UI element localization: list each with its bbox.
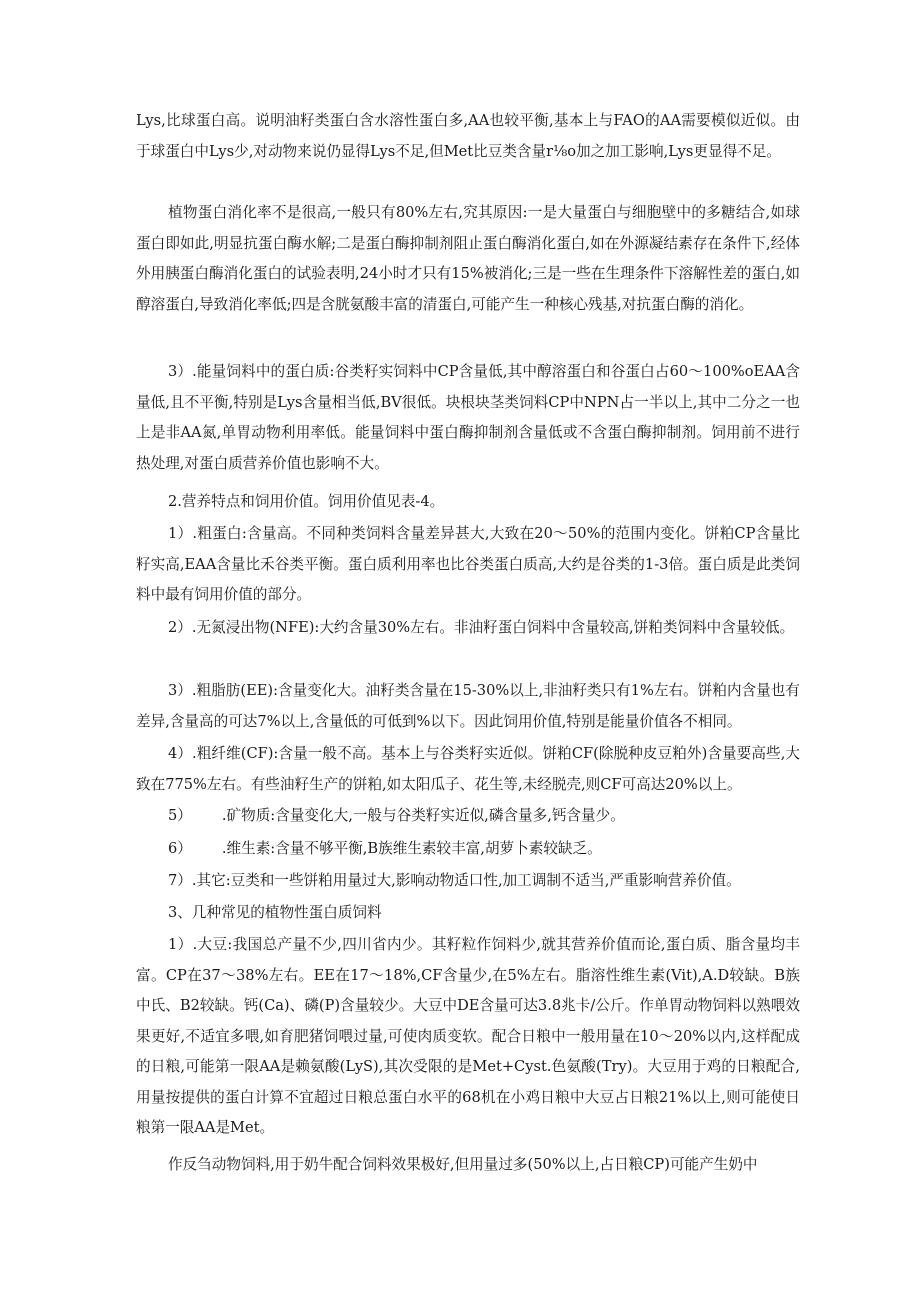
paragraph-oilseed-protein: Lys,比球蛋白高。说明油籽类蛋白含水溶性蛋白多,AA也较平衡,基本上与FAO的AA需要模似近似。由于球蛋白中Lys少,对动物来说仍显得Lys不足,但Met比豆类含量r⅛o加之加工影响,Lys更显得不足。 bbox=[136, 112, 800, 160]
paragraph-plant-protein-digestibility: 植物蛋白消化率不是很高,一般只有80%左右,究其原因:一是大量蛋白与细胞壁中的多糖结合,如球蛋白即如此,明显抗蛋白酶水解;二是蛋白酶抑制剂阻止蛋白酶消化蛋白,如在外源凝结素存在条件下,经体外用胰蛋白酶消化蛋白的试验表明,24小时才只有15%被消化;三是一些在生理条件下溶解性差的蛋白,如醇溶蛋白,导致消化率低;四是含胱氨酸丰富的清蛋白,可能产生一种核心残基,对抗蛋白酶的消化。 bbox=[136, 204, 800, 313]
section-heading-common-feeds: 3、几种常见的植物性蛋白质饲料 bbox=[168, 904, 382, 921]
list-item-crude-fat: 3）.粗脂肪(EE):含量变化大。油籽类含量在15-30%以上,非油籽类只有1%左右。饼粕内含量也有差异,含量高的可达7%以上,含量低的可低到%以下。因此饲用价值,特别是能量价值各不相同。 bbox=[136, 682, 800, 730]
list-number: 5） bbox=[168, 807, 192, 824]
list-item-nfe: 2）.无氮浸出物(NFE):大约含量30%左右。非油籽蛋白饲料中含量较高,饼粕类饲料中含量较低。 bbox=[168, 619, 795, 636]
list-item-others: 7）.其它:豆类和一些饼粕用量过大,影响动物适口性,加工调制不适当,严重影响营养价值。 bbox=[168, 872, 741, 889]
list-item-crude-fiber: 4）.粗纤维(CF):含量一般不高。基本上与谷类籽实近似。饼粕CF(除脱种皮豆粕外)含量要高些,大致在775%左右。有些油籽生产的饼粕,如太阳瓜子、花生等,未经脱壳,则CF可高达20%以上。 bbox=[136, 745, 800, 793]
list-number: 6） bbox=[168, 840, 192, 857]
list-item-crude-protein: 1）.粗蛋白:含量高。不同种类饲料含量差异甚大,大致在20～50%的范围内变化。饼粕CP含量比籽实高,EAA含量比禾谷类平衡。蛋白质利用率也比谷类蛋白质高,大约是谷类的1-3倍。蛋白质是此类饲料中最有饲用价值的部分。 bbox=[136, 525, 800, 603]
list-item-minerals bbox=[136, 801, 800, 832]
list-item-vitamins bbox=[136, 834, 800, 865]
list-text: .维生素:含量不够平衡,B族维生素较丰富,胡萝卜素较缺乏。 bbox=[221, 840, 602, 857]
list-item-soybean: 1）.大豆:我国总产量不少,四川省内少。其籽粒作饲料少,就其营养价值而论,蛋白质、脂含量均丰富。CP在37～38%左右。EE在17～18%,CF含量少,在5%左右。脂溶性维生素(Vit),A.D较缺。B族中氏、B2较缺。钙(Ca)、磷(P)含量较少。大豆中DE含量可达3.8兆卡/公斤。作单胃动物饲料以熟喂效果更好,不适宜多喂,如育肥猪饲喂过量,可使肉质变软。配合日粮中一般用量在10～20%以内,这样配成的日粮,可能第一限AA是赖氨酸(LyS),其次受限的是Met+Cyst.色氨酸(Try)。大豆用于鸡的日粮配合,用量按提供的蛋白计算不宜超过日粮总蛋白水平的68机在小鸡日粮中大豆占日粮21%以上,则可能使日粮第一限AA是Met。 bbox=[136, 936, 800, 1136]
section-heading-nutrition-features: 2.营养特点和饲用价值。饲用价值见表-4。 bbox=[168, 493, 445, 510]
paragraph-ruminant-feed: 作反刍动物饲料,用于奶牛配合饲料效果极好,但用量过多(50%以上,占日粮CP)可能产生奶中 bbox=[168, 1156, 758, 1173]
list-text: .矿物质:含量变化大,一般与谷类籽实近似,磷含量多,钙含量少。 bbox=[221, 807, 625, 824]
paragraph-energy-feed-protein: 3）.能量饲料中的蛋白质:谷类籽实饲料中CP含量低,其中醇溶蛋白和谷蛋白占60～100%oEAA含量低,且不平衡,特别是Lys含量相当低,BV很低。块根块茎类饲料CP中NPN占一半以上,其中二分之一也上是非AA氮,单胃动物利用率低。能量饲料中蛋白酶抑制剂含量低或不含蛋白酶抑制剂。饲用前不进行热处理,对蛋白质营养价值也影响不大。 bbox=[136, 363, 800, 472]
